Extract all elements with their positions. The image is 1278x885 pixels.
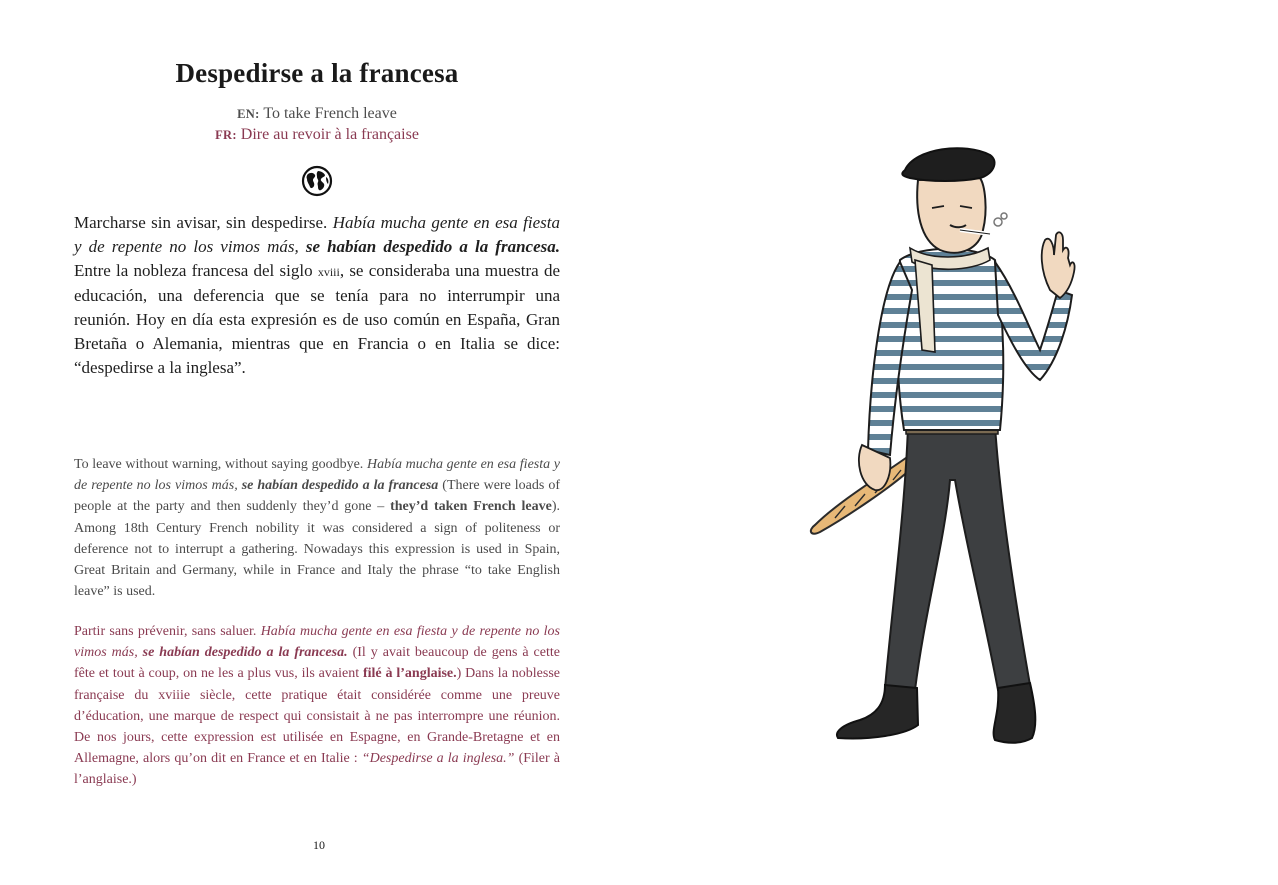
fr-text: (Filer à l’anglaise.) <box>74 751 560 788</box>
es-example: Había mucha gente en esa fiesta y de repente no los vimos más, <box>74 213 560 256</box>
en-example-phrase: se habían despedido a la francesa <box>241 478 439 494</box>
beret <box>902 148 994 181</box>
translation-french <box>74 126 560 144</box>
fr-example-phrase: se habían despedido a la francesa. <box>142 645 348 661</box>
es-example-phrase: se habían despedido a la francesa. <box>305 237 560 256</box>
page-title: Despedirse a la francesa <box>175 58 459 88</box>
head <box>917 178 1007 253</box>
en-text: ). Among 18th Century French nobility it was considered a sign of politeness or deference not to interrupt a gathering. Nowadays this expression is used in Spain, Great Britain and Germany, while in France and Italy the phrase “to take English leave” is used. <box>74 499 560 600</box>
es-text: , se consideraba una muestra de educación, una deferencia que se tenía para no interrumpir una reunión. Hoy en día esta expresión es de uso común en España, Gran Bretaña o Alemania, mientras que en Francia o en Italia se dice: “despedirse a la inglesa”. <box>74 261 560 377</box>
translation-text-fr: Dire au revoir à la française <box>240 126 419 143</box>
en-text: (There were loads of people at the party and then suddenly they’d gone – <box>74 478 560 515</box>
translation-label-en: EN: <box>237 107 260 121</box>
es-text: Marcharse sin avisar, sin despedirse. <box>74 213 333 232</box>
fr-quote: “Despedirse a la inglesa.” <box>361 751 515 767</box>
frenchman-illustration <box>800 140 1090 760</box>
fr-text: Partir sans prévenir, sans saluer. <box>74 624 261 639</box>
fr-translation-phrase: filé à l’anglaise. <box>362 666 457 682</box>
es-century: xviii <box>317 265 340 279</box>
shoes <box>837 683 1035 743</box>
spanish-definition <box>74 211 560 380</box>
translation-english <box>74 105 560 123</box>
trousers <box>885 426 1030 690</box>
page-number: 10 <box>313 838 325 852</box>
en-translation-phrase: they’d taken French leave <box>390 499 552 515</box>
en-text: To leave without warning, without saying goodbye. <box>74 457 367 472</box>
es-text: Entre la nobleza francesa del siglo <box>74 261 318 280</box>
translation-text-en: To take French leave <box>263 105 397 122</box>
en-example: Había mucha gente en esa fiesta y de repente no los vimos más, <box>74 457 560 494</box>
translation-label-fr: FR: <box>215 128 237 142</box>
fr-text: (Il y avait beaucoup de gens à cette fête et tout à coup, on ne les a plus vus, ils avaient <box>74 645 560 682</box>
english-definition <box>74 454 560 602</box>
striped-shirt <box>868 249 1072 455</box>
fr-text: ) Dans la noblesse française du xviiie siècle, cette pratique était considérée comme une preuve d’éducation, une marque de respect qui consistait à ne pas interrompre une réunion. De nos jours, cette expression est utilisée en Espagne, en Grande-Bretagne et en Allemagne, alors qu’on dit en France et en Italie : <box>74 666 560 767</box>
globe-icon <box>301 165 333 197</box>
french-definition <box>74 621 560 791</box>
fr-example: Había mucha gente en esa fiesta y de repente no los vimos más, <box>74 624 561 661</box>
